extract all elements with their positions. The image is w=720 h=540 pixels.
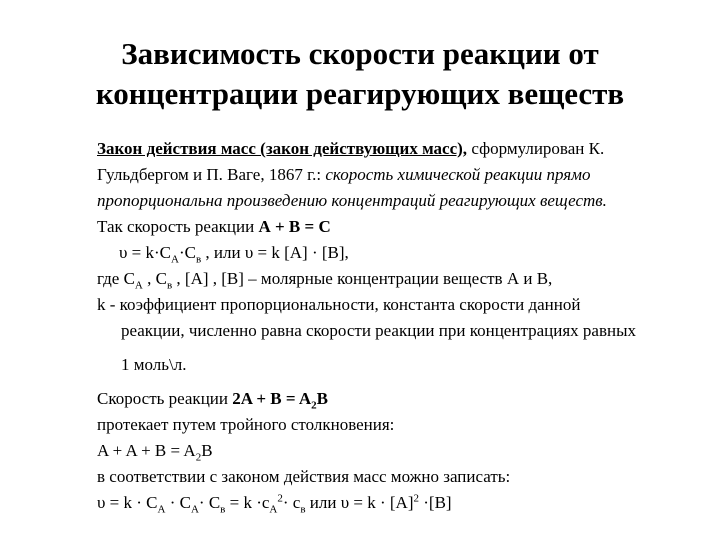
collision-line: протекает путем тройного столкновения: (97, 415, 395, 434)
paragraph-line-1 (97, 136, 697, 162)
paragraph-line-3 (97, 188, 697, 214)
subscript: 2 (195, 451, 202, 464)
slide-title (40, 34, 680, 114)
text-run: A + A + B = A (97, 441, 196, 460)
subscript: в (220, 503, 226, 516)
title-line-2: концентрации реагирующих веществ (95, 76, 625, 111)
rate-formula-2 (97, 490, 697, 516)
subscript: A (157, 503, 166, 516)
text-run: ·C (178, 243, 196, 262)
subscript: 2 (311, 399, 317, 412)
text-run: · C (165, 493, 191, 512)
text-run: 2A + B = A (232, 389, 312, 408)
superscript: 2 (413, 492, 419, 505)
law-statement: скорость химической реакции прямо (325, 165, 591, 184)
text-run: Скорость реакции (97, 389, 233, 408)
text-run: , C (142, 269, 167, 288)
text-run: · C (198, 493, 221, 512)
superscript: 2 (277, 492, 283, 505)
subscript: A (190, 503, 199, 516)
subscript: A (269, 503, 278, 516)
subscript: в (166, 279, 173, 292)
collision-equation (97, 438, 697, 464)
text-run: υ = k·C (119, 243, 172, 262)
text-run: , или υ = k [A] · [B], (201, 243, 349, 262)
slide-body (97, 136, 697, 516)
subscript: A (134, 279, 143, 292)
text-run: или υ = k · [A] (305, 493, 414, 512)
paragraph-line-2 (97, 162, 697, 188)
text-run: сформулирован К. (467, 139, 605, 158)
k-definition-line-1: k - коэффициент пропорциональности, константа скорости данной (97, 295, 581, 314)
text-run: Так скорость реакции (97, 217, 259, 236)
reaction-2-line (97, 386, 697, 412)
law-statement-cont: пропорциональна произведению концентраций реагирующих веществ. (97, 191, 607, 210)
subscript: A (171, 253, 179, 266)
paragraph-line-4 (97, 214, 697, 240)
text-run: где C (97, 269, 135, 288)
subscript: в (300, 503, 306, 516)
text-run: B (201, 441, 213, 460)
reaction-equation: А + В = С (258, 217, 331, 236)
definition-line (97, 266, 697, 292)
text-run: = k ·c (225, 493, 270, 512)
law-term: Закон действия масс (закон действующих масс), (97, 139, 468, 158)
text-run: υ = k · C (97, 493, 158, 512)
text-run: ·[B] (419, 493, 452, 512)
reaction-2-equation (232, 389, 328, 412)
subscript: в (195, 253, 202, 266)
title-line-1: Зависимость скорости реакции от (121, 36, 599, 71)
mass-action-line: в соответствии с законом действия масс можно записать: (97, 467, 511, 486)
rate-formula-1 (97, 240, 697, 266)
k-definition-line-3: 1 моль\л. (121, 355, 187, 374)
text-run: B (316, 389, 328, 408)
k-definition-line-2: реакции, численно равна скорости реакции при концентрациях равных (121, 321, 636, 340)
text-run: Гульдбергом и П. Ваге, 1867 г.: (97, 165, 326, 184)
text-run: · c (282, 493, 301, 512)
text-run: , [A] , [B] – молярные концентрации веществ А и В, (172, 269, 553, 288)
